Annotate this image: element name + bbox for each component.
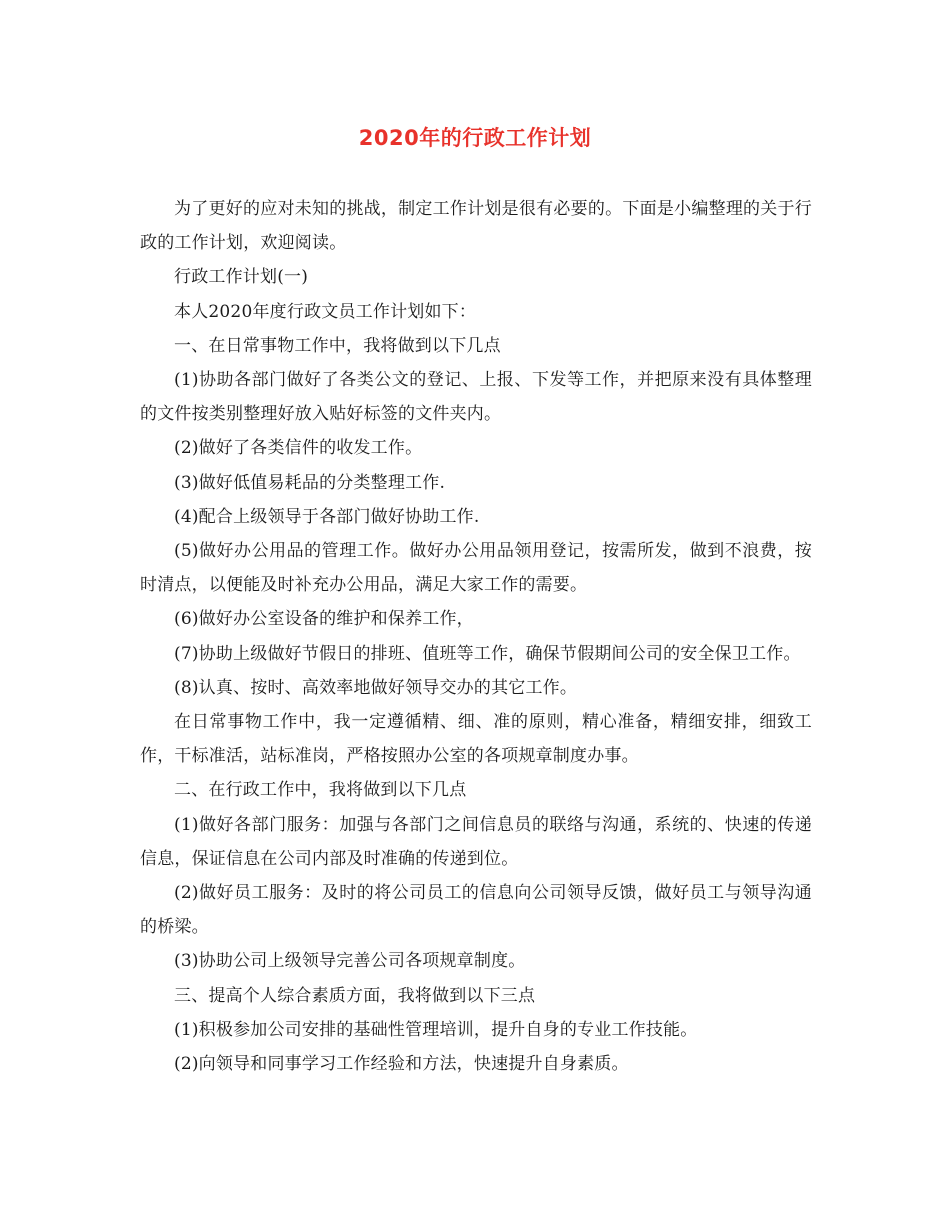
- list-item: (3)做好低值易耗品的分类整理工作.: [174, 472, 446, 493]
- list-item: (8)认真、按时、高效率地做好领导交办的其它工作。: [174, 677, 578, 698]
- list-item: (2)做好员工服务：及时的将公司员工的信息向公司领导反馈，做好员工与领导沟通的桥梁。: [140, 883, 812, 938]
- list-item: (3)协助公司上级领导完善公司各项规章制度。: [174, 951, 526, 972]
- paragraph: 本人2020年度行政文员工作计划如下：: [174, 301, 477, 322]
- paragraph: 为了更好的应对未知的挑战，制定工作计划是很有必要的。下面是小编整理的关于行政的工作计划，欢迎阅读。: [140, 199, 812, 254]
- list-item: (6)做好办公室设备的维护和保养工作，: [174, 609, 474, 630]
- section-heading: 一、在日常事物工作中，我将做到以下几点: [174, 335, 501, 356]
- section-heading: 三、提高个人综合素质方面，我将做到以下三点: [174, 985, 536, 1006]
- section-heading: 二、在行政工作中，我将做到以下几点: [174, 780, 467, 801]
- document-title: 2020年的行政工作计划: [358, 126, 592, 150]
- list-item: (1)协助各部门做好了各类公文的登记、上报、下发等工作，并把原来没有具体整理的文件按类别整理好放入贴好标签的文件夹内。: [140, 370, 812, 425]
- document-body: [140, 192, 812, 1081]
- list-item: (2)做好了各类信件的收发工作。: [174, 438, 423, 459]
- list-item: (1)做好各部门服务：加强与各部门之间信息员的联络与沟通，系统的、快速的传递信息，保证信息在公司内部及时准确的传递到位。: [140, 814, 812, 869]
- list-item: (4)配合上级领导于各部门做好协助工作.: [174, 506, 480, 527]
- list-item: (7)协助上级做好节假日的排班、值班等工作，确保节假期间公司的安全保卫工作。: [174, 643, 801, 664]
- paragraph: 在日常事物工作中，我一定遵循精、细、准的原则，精心准备，精细安排，细致工作，干标准活，站标准岗，严格按照办公室的各项规章制度办事。: [140, 712, 812, 767]
- list-item: (2)向领导和同事学习工作经验和方法，快速提升自身素质。: [174, 1054, 629, 1075]
- list-item: (1)积极参加公司安排的基础性管理培训，提升自身的专业工作技能。: [174, 1019, 698, 1040]
- paragraph: 行政工作计划(一): [174, 267, 309, 288]
- list-item: (5)做好办公用品的管理工作。做好办公用品领用登记，按需所发，做到不浪费，按时清点，以便能及时补充办公用品，满足大家工作的需要。: [140, 541, 812, 596]
